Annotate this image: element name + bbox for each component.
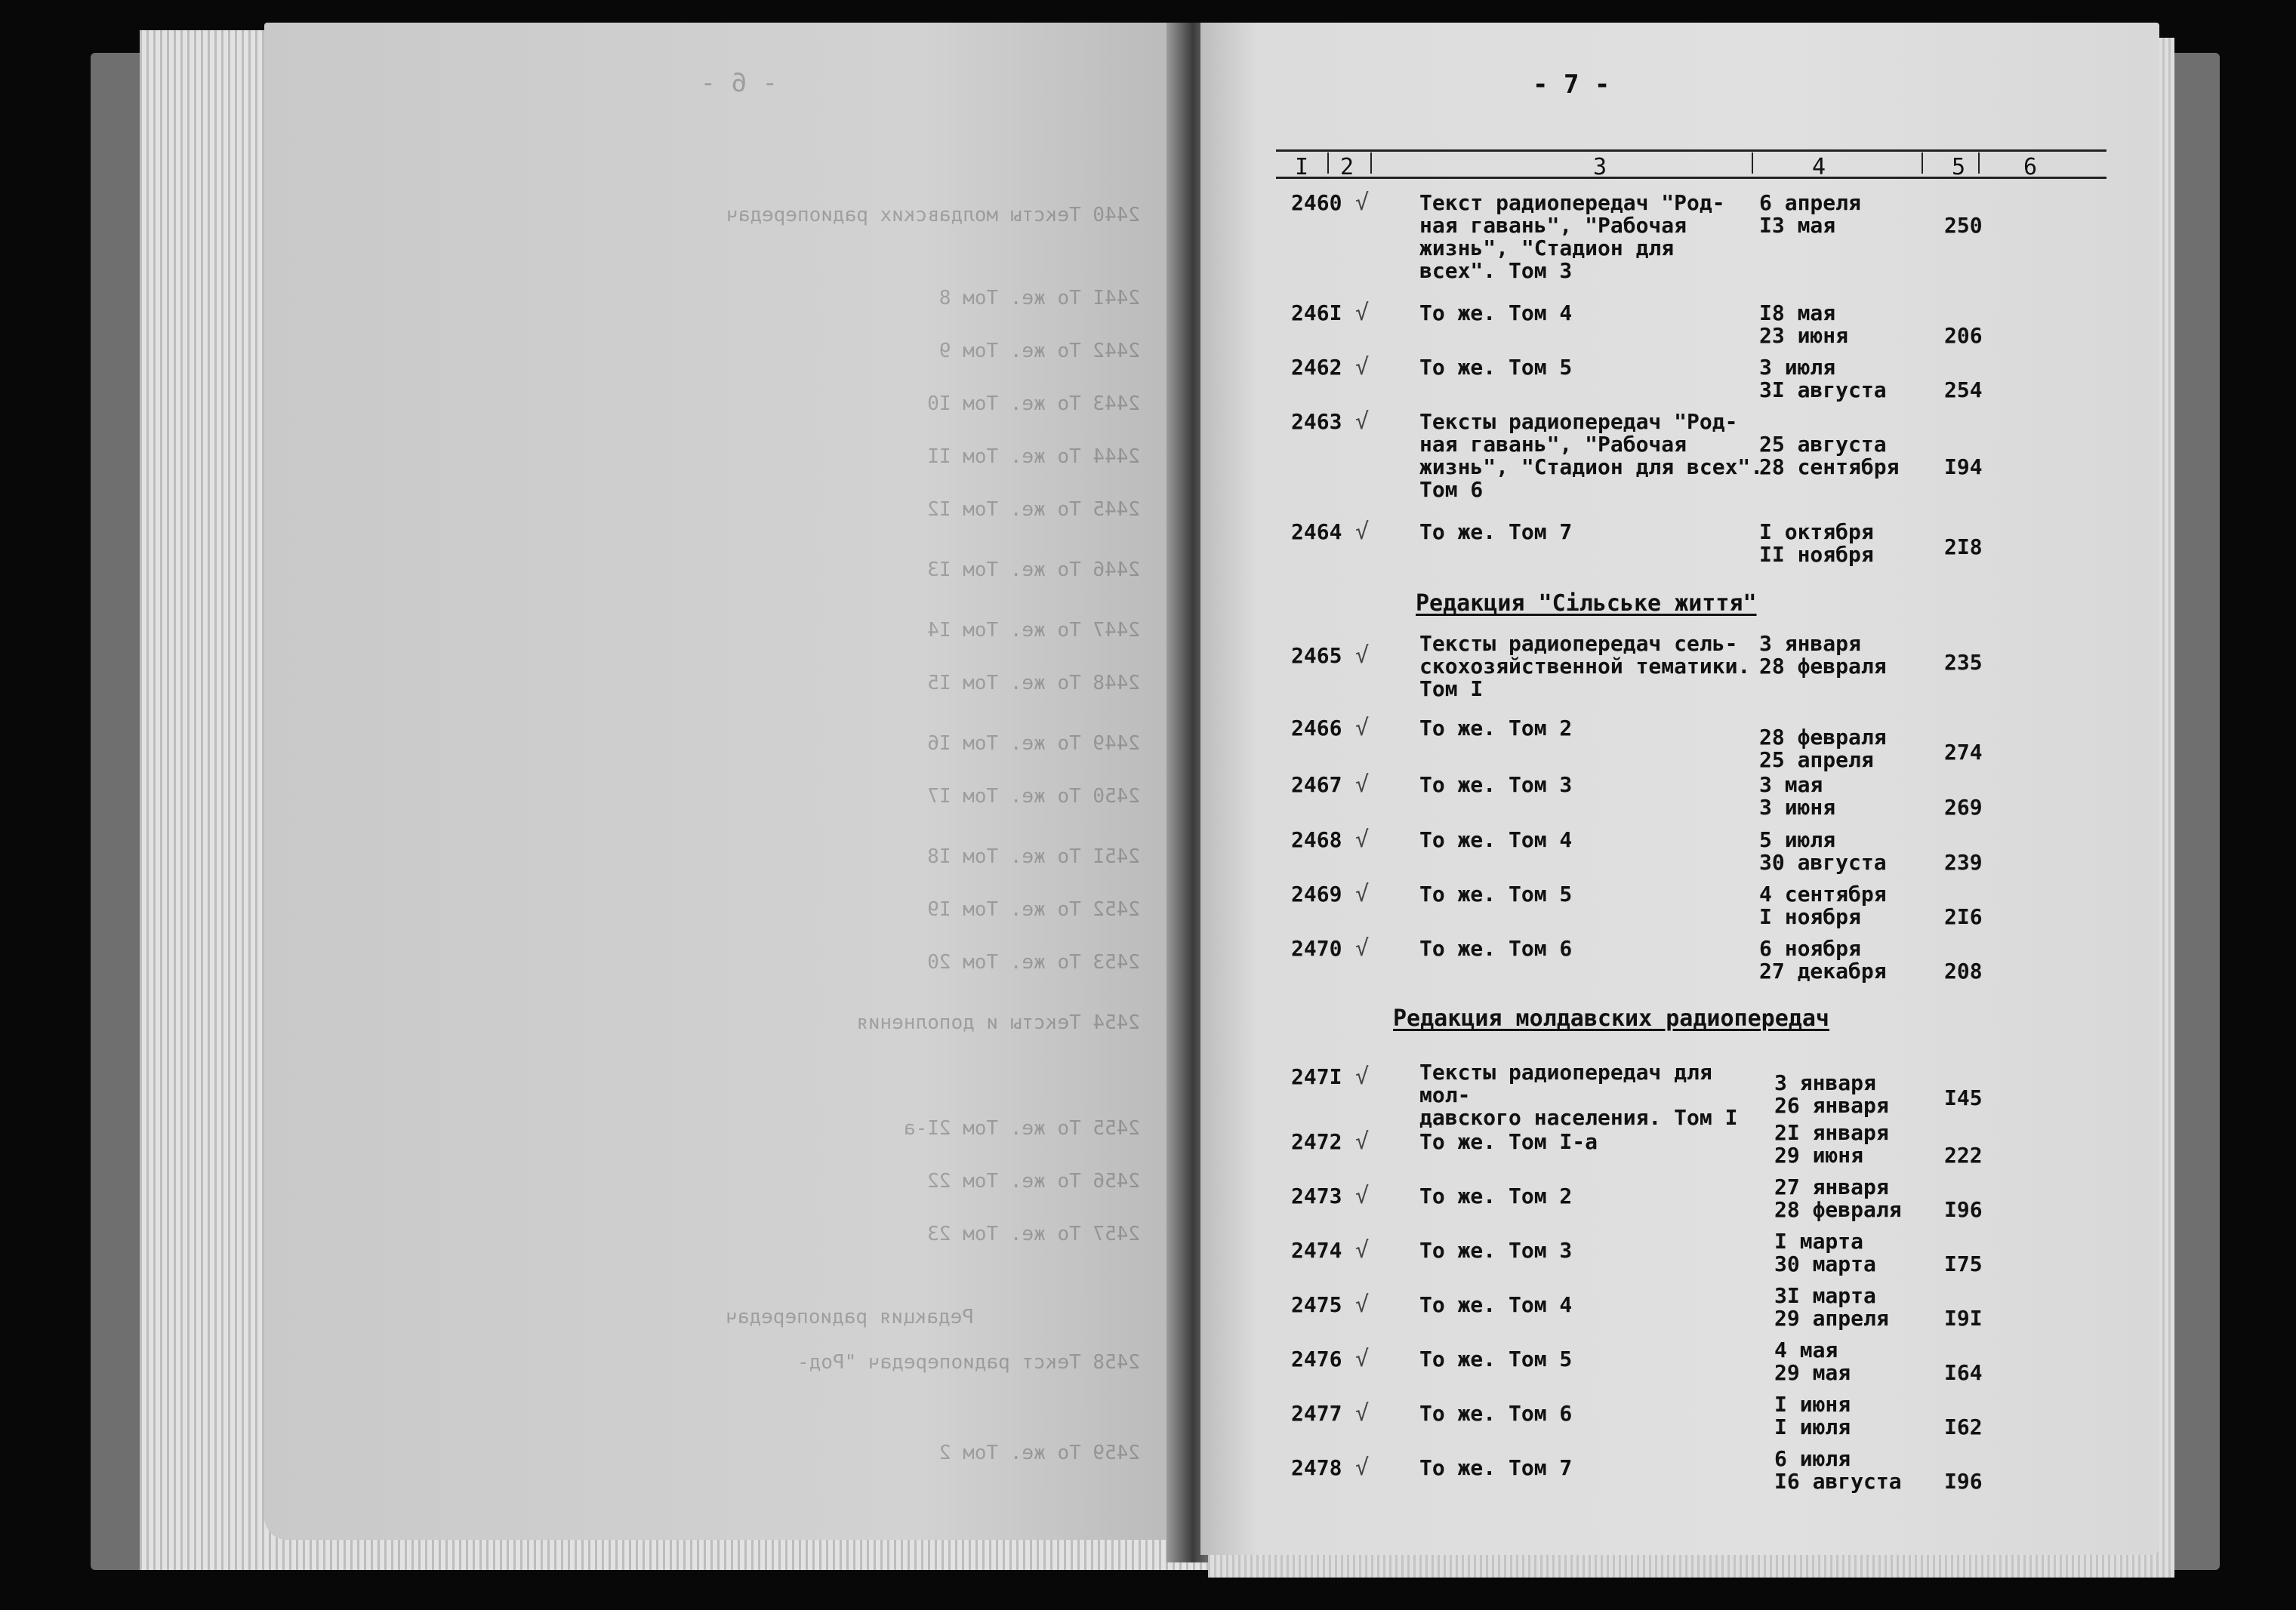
record-number: 2474 — [1291, 1238, 1342, 1263]
column-header-3: 3 — [1593, 154, 1607, 180]
record-sheet-count: I62 — [1944, 1415, 1983, 1439]
header-rule-bottom — [1276, 177, 2106, 179]
checkmark-icon: √ — [1355, 715, 1370, 741]
record-number: 2462 — [1291, 355, 1342, 380]
checkmark-icon: √ — [1355, 1064, 1370, 1090]
checkmark-icon: √ — [1355, 300, 1370, 326]
checkmark-icon: √ — [1355, 1128, 1370, 1155]
record-sheet-count: 239 — [1944, 850, 1983, 875]
left-page — [264, 23, 1200, 1540]
record-sheet-count: 2I6 — [1944, 904, 1983, 929]
checkmark-icon: √ — [1355, 354, 1370, 380]
checkmark-icon: √ — [1355, 1346, 1370, 1372]
record-sheet-count: 206 — [1944, 323, 1983, 348]
record-dates: 6 июля I6 августа — [1774, 1446, 1902, 1494]
record-number: 247I — [1291, 1064, 1342, 1089]
record-number: 2475 — [1291, 1292, 1342, 1317]
column-separator — [1370, 152, 1372, 174]
page-number: - 7 - — [1533, 69, 1610, 100]
column-header-5: 5 — [1952, 154, 1966, 180]
record-title: То же. Том 5 — [1419, 1347, 1573, 1371]
record-number: 246I — [1291, 300, 1342, 325]
record-number: 2466 — [1291, 716, 1342, 740]
record-sheet-count: I45 — [1944, 1085, 1983, 1110]
record-dates: 4 мая 29 мая — [1774, 1338, 1851, 1385]
header-rule-top — [1276, 149, 2106, 152]
record-number: 2460 — [1291, 190, 1342, 215]
record-dates: 28 февраля 25 апреля — [1759, 725, 1887, 772]
record-title: То же. Том 7 — [1419, 519, 1573, 544]
checkmark-icon: √ — [1355, 1183, 1370, 1209]
record-number: 2473 — [1291, 1184, 1342, 1208]
checkmark-icon: √ — [1355, 935, 1370, 962]
right-page — [1200, 23, 2159, 1555]
record-dates: 25 августа 28 сентября — [1759, 432, 1900, 479]
record-sheet-count: I96 — [1944, 1197, 1983, 1222]
record-dates: I июня I июля — [1774, 1392, 1851, 1439]
record-title: Тексты радиопередач "Род- ная гавань", "Рабочая жизнь", "Стадион для всех". Том 6 — [1419, 409, 1764, 502]
record-sheet-count: 274 — [1944, 740, 1983, 765]
record-sheet-count: I9I — [1944, 1306, 1983, 1331]
record-title: То же. Том 4 — [1419, 827, 1573, 852]
column-header-4: 4 — [1812, 154, 1826, 180]
record-sheet-count: I96 — [1944, 1469, 1983, 1494]
record-dates: 3 июля 3I августа — [1759, 355, 1887, 402]
checkmark-icon: √ — [1355, 189, 1370, 216]
column-separator — [1922, 152, 1923, 174]
record-number: 2472 — [1291, 1129, 1342, 1154]
record-number: 2470 — [1291, 936, 1342, 961]
record-dates: 3I марта 29 апреля — [1774, 1283, 1889, 1331]
record-sheet-count: 222 — [1944, 1143, 1983, 1168]
bleed-through-text: - 6 - 2440 Тексты молдавских радиопередач 244I То же. Том 8 2442 То же. Том 9 2443 То же. Том I0 2444 То же. Том II 2445 То же. Том I2 2446 То же. Том I3 2447 То же. Том I4 2448 То же. Том I5 2449 То же. Том I6 2450 То же. Том I7 245I То же. Том I8 2452 То же. Том I9 2453 То же. Том 20 2454 Тексты и дополнения 2455 То же. Том 2I-а 2456 То же. Том 22 2457 То же. Том 23 Редакция радиопередач 2458 Текст радиопередач "Род- 2459 То же. Том 2 — [700, 68, 1140, 1464]
record-title: То же. Том 2 — [1419, 1184, 1573, 1208]
checkmark-icon: √ — [1355, 827, 1370, 853]
record-dates: 3 января 28 февраля — [1759, 631, 1887, 679]
record-dates: 4 сентября I ноября — [1759, 882, 1887, 929]
record-dates: I октября II ноября — [1759, 519, 1874, 567]
checkmark-icon: √ — [1355, 881, 1370, 907]
column-header-1: I — [1295, 154, 1309, 180]
checkmark-icon: √ — [1355, 519, 1370, 545]
record-dates: 2I января 29 июня — [1774, 1120, 1889, 1168]
record-number: 2463 — [1291, 409, 1342, 434]
record-sheet-count: 269 — [1944, 795, 1983, 820]
record-sheet-count: 2I8 — [1944, 534, 1983, 559]
record-title: То же. Том 4 — [1419, 300, 1573, 325]
record-number: 2478 — [1291, 1455, 1342, 1480]
column-separator — [1752, 152, 1753, 174]
checkmark-icon: √ — [1355, 771, 1370, 798]
record-title: То же. Том 7 — [1419, 1455, 1573, 1480]
record-title: То же. Том 4 — [1419, 1292, 1573, 1317]
record-sheet-count: I94 — [1944, 454, 1983, 479]
record-title: Тексты радиопередач сель- скохозяйственной тематики. Том I — [1419, 631, 1751, 701]
record-number: 2469 — [1291, 882, 1342, 907]
checkmark-icon: √ — [1355, 642, 1370, 669]
record-dates: 5 июля 30 августа — [1759, 827, 1887, 875]
record-title: То же. Том 3 — [1419, 1238, 1573, 1263]
record-sheet-count: 235 — [1944, 650, 1983, 675]
record-title: То же. Том 3 — [1419, 772, 1573, 797]
record-number: 2464 — [1291, 519, 1342, 544]
column-header-2: 2 — [1340, 154, 1354, 180]
record-title: То же. Том 6 — [1419, 1401, 1573, 1426]
record-dates: 3 мая 3 июня — [1759, 772, 1836, 820]
checkmark-icon: √ — [1355, 1237, 1370, 1264]
record-title: Тексты радиопередач для мол- давского населения. Том I — [1419, 1060, 1738, 1130]
column-header-6: 6 — [2023, 154, 2038, 180]
checkmark-icon: √ — [1355, 1400, 1370, 1427]
record-dates: I марта 30 марта — [1774, 1229, 1876, 1276]
record-number: 2477 — [1291, 1401, 1342, 1426]
record-number: 2465 — [1291, 643, 1342, 668]
checkmark-icon: √ — [1355, 1455, 1370, 1481]
record-number: 2468 — [1291, 827, 1342, 852]
record-title: Текст радиопередач "Род- ная гавань", "Рабочая жизнь", "Стадион для всех". Том 3 — [1419, 190, 1725, 283]
record-number: 2476 — [1291, 1347, 1342, 1371]
record-sheet-count: 250 — [1944, 213, 1983, 238]
record-dates: 3 января 26 января — [1774, 1070, 1889, 1118]
record-dates: I8 мая 23 июня — [1759, 300, 1849, 348]
record-sheet-count: I75 — [1944, 1251, 1983, 1276]
record-title: То же. Том 5 — [1419, 882, 1573, 907]
column-separator — [1327, 152, 1329, 174]
checkmark-icon: √ — [1355, 408, 1370, 435]
record-title: То же. Том I-а — [1419, 1129, 1598, 1154]
record-dates: 6 ноября 27 декабря — [1759, 936, 1887, 984]
record-title: То же. Том 5 — [1419, 355, 1573, 380]
record-title: То же. Том 2 — [1419, 716, 1573, 740]
record-sheet-count: 208 — [1944, 959, 1983, 984]
record-sheet-count: I64 — [1944, 1360, 1983, 1385]
column-separator — [1978, 152, 1980, 174]
record-dates: 6 апреля I3 мая — [1759, 190, 1861, 238]
checkmark-icon: √ — [1355, 1291, 1370, 1318]
section-heading: Редакция "Сільське життя" — [1416, 590, 1757, 617]
record-dates: 27 января 28 февраля — [1774, 1174, 1902, 1222]
section-heading: Редакция молдавских радиопередач — [1393, 1005, 1829, 1032]
record-sheet-count: 254 — [1944, 377, 1983, 402]
record-number: 2467 — [1291, 772, 1342, 797]
record-title: То же. Том 6 — [1419, 936, 1573, 961]
